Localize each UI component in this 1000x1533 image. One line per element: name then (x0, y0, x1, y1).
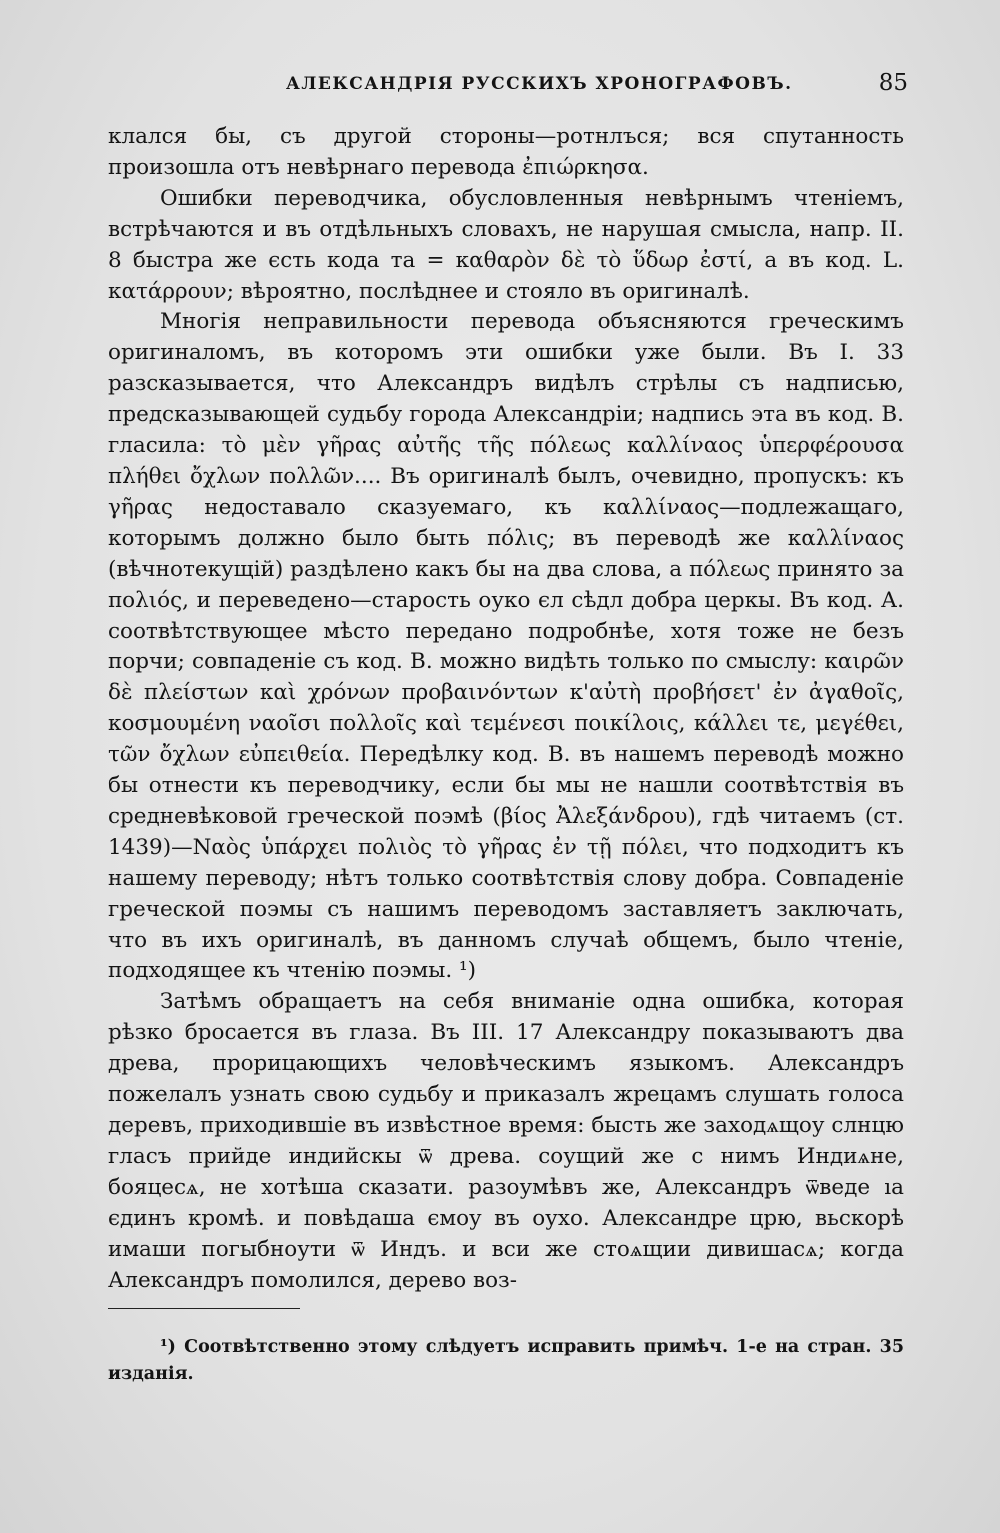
footnote: ¹) Соотвѣтственно этому слѣдуетъ исправить примѣч. 1-е на стран. 35 изданія. (108, 1337, 904, 1384)
footnote-divider (108, 1308, 300, 1309)
main-text (108, 122, 904, 1296)
page-header (108, 70, 908, 110)
paragraph-continued: клался бы, съ другой стороны—ротнлъся; вся спутанность произошла отъ невѣрнаго перевода ἐπιώρκησα. (108, 124, 904, 180)
paragraph: Многія неправильности перевода объясняются греческимъ оригиналомъ, въ которомъ эти ошибки уже были. Въ I. 33 разсказывается, что Александръ видѣлъ стрѣлы съ надписью, предсказывающей судьбу города Александріи; надпись эта въ код. В. гласила: τὸ μὲν γῆρας αὐτῆς τῆς πόλεως καλλίναος ὑπερφέρουσα πλήθει ὄχλων πολλῶν.... Въ оригиналѣ былъ, очевидно, пропускъ: къ γῆρας недоставало сказуемаго, къ καλλίναος—подлежащаго, которымъ должно было быть πόλις; въ переводѣ же καλλίναος (вѣчнотекущій) раздѣлено какъ бы на два слова, а πόλεως принято за πολιός, и переведено—старость оуко єл сѣдл добра церкы. Въ код. А. соотвѣтствующее мѣсто передано подробнѣе, хотя тоже не безъ порчи; совпаденіе съ код. В. можно видѣть только по смыслу: καιρῶν δὲ πλείστων καὶ χρόνων προβαινόντων κ'αὐτὴ προβήσετ' ἐν ἀγαθοῖς, κοσμουμένη ναοῖσι πολλοῖς καὶ τεμένεσι ποικίλοις, κάλλει τε, μεγέθει, τῶν ὄχλων εὐπειθεία. Передѣлку код. В. въ нашемъ переводѣ можно бы отнести къ переводчику, если бы мы не нашли соотвѣтствія въ средневѣковой греческой поэмѣ (βίος Ἀλεξάνδρου), гдѣ читаемъ (ст. 1439)—Ναὸς ὑπάρχει πολιὸς τὸ γῆρας ἐν τῇ πόλει, что подходитъ къ нашему переводу; нѣтъ только соотвѣтствія слову добра. Совпаденіе греческой поэмы съ нашимъ переводомъ заставляетъ заключать, что въ ихъ оригиналѣ, въ данномъ случаѣ общемъ, было чтеніе, подходящее къ чтенію поэмы. ¹) (108, 309, 904, 984)
paragraph: Ошибки переводчика, обусловленныя невѣрнымъ чтеніемъ, встрѣчаются и въ отдѣльныхъ словахъ, не нарушая смысла, напр. II. 8 быстра же єсть кода та = καθαρὸν δὲ τὸ ὕδωρ ἐστί, а въ код. L. κατάρρουν; вѣроятно, послѣднее и стояло въ оригиналѣ. (108, 185, 904, 304)
paragraph: Затѣмъ обращаетъ на себя вниманіе одна ошибка, которая рѣзко бросается въ глаза. Въ III. 17 Александру показываютъ два древа, прорицающихъ человѣческимъ языкомъ. Александръ пожелалъ узнать свою судьбу и приказалъ жрецамъ слушать голоса деревъ, приходившіе въ извѣстное время: бысть же заходѧщоу слнцю гласъ прийде индийскы ѿ древа. соущий же с нимъ Индиѧне, бояцесѧ, не хотѣша сказати. разоумѣвъ же, Александръ ѿведе ıа єдинъ кромѣ. и повѣдаша ємоу въ оухо. Александре црю, вьскорѣ имаши погыбноути ѿ Индъ. и вси же стоѧщии дивишасѧ; когда Александръ помолился, дерево воз- (108, 989, 904, 1293)
page-number: 85 (878, 70, 908, 96)
running-title: АЛЕКСАНДРІЯ РУССКИХЪ ХРОНОГРАФОВЪ. (286, 74, 793, 94)
